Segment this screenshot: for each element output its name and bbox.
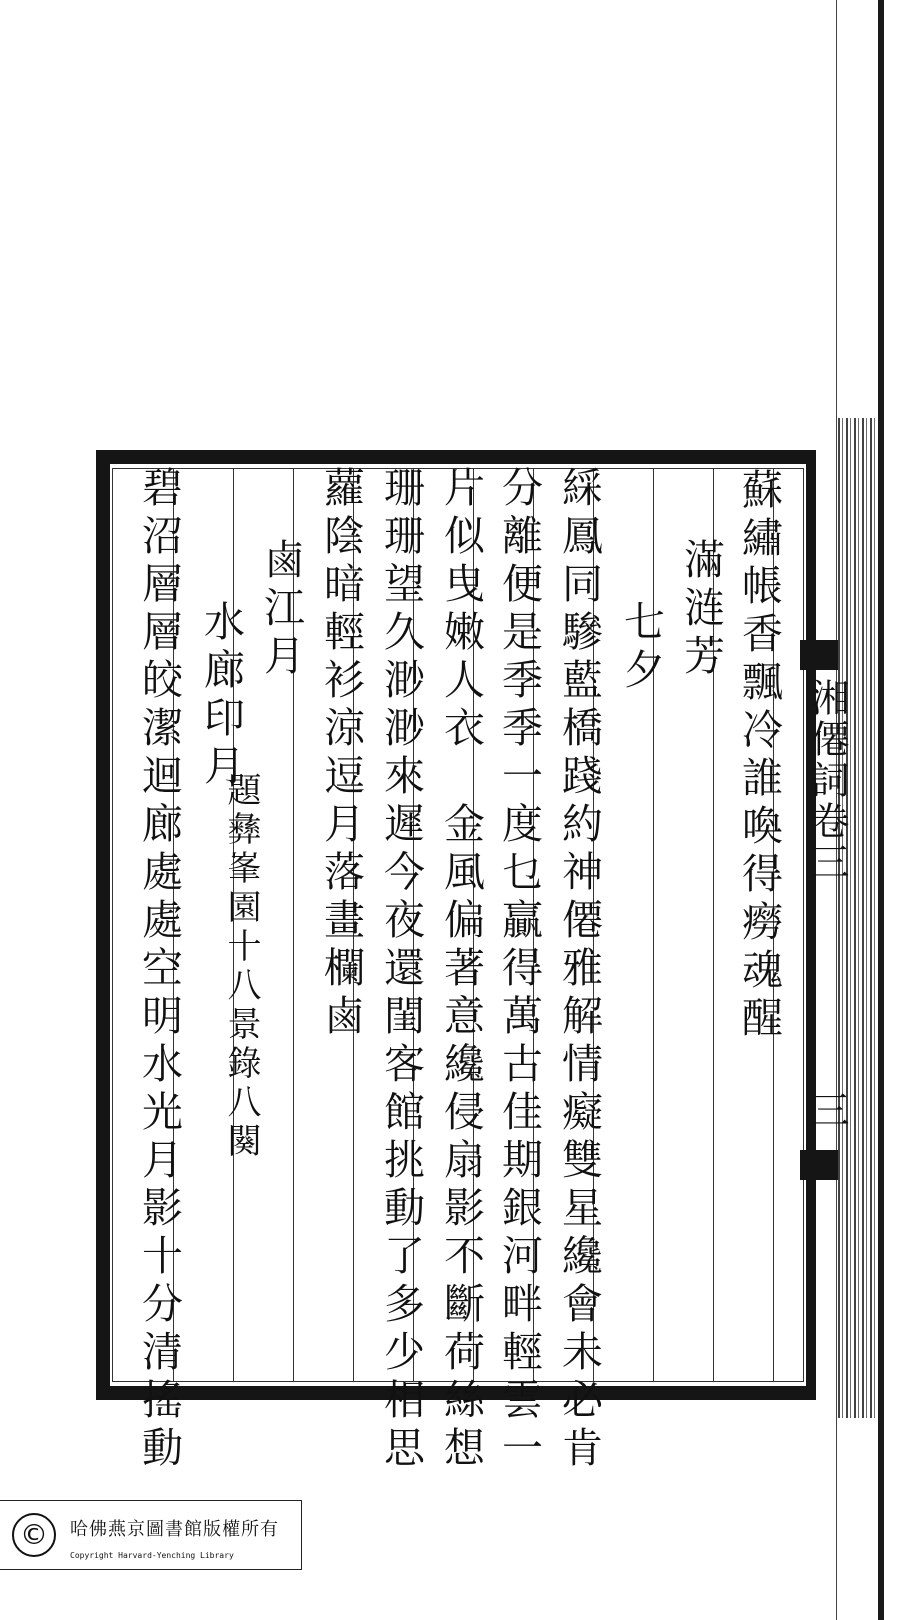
poem-form-title-2: 鹵江月 [257,538,305,682]
spine-band [838,418,878,1418]
text-column-7: 珊珊望久渺渺來遲今夜還閨客館挑動了多少相思 [377,466,425,1474]
text-column-6: 片似曳嫩人衣 金風偏著意纔侵扇影不斷荷絲想 [437,466,485,1474]
poem-title-main: 水廊印月 [197,600,245,792]
text-column-4: 綵鳳同驂藍橋踐約神僊雅解情癡雙星纔會未必肯 [555,466,603,1474]
poem-title-qixi: 七夕 [617,600,665,696]
fold-page-number: 三 [805,1090,849,1128]
copyright-cn: 哈佛燕京圖書館版權所有 [70,1519,279,1540]
text-column-8: 蘿陰暗輕衫涼逗月落畫欄鹵 [317,466,365,1042]
poem-title-note: 題彝峯園十八景錄八闋 [221,772,261,1162]
copyright-stamp [0,1500,302,1570]
text-column-1: 蘇繡帳香飄冷誰喚得癆魂醒 [735,468,783,1044]
fishtail-mark-bottom [800,1150,838,1180]
fishtail-mark-top [800,640,838,670]
text-column-5: 分離便是季季一度乜贏得萬古佳期銀河畔輕雲一 [495,466,543,1474]
text-column-11: 碧沼層層皎潔迴廊處處空明水光月影十分清搖動 [135,466,183,1474]
center-fold [800,450,849,1400]
copyright-icon: © [12,1513,56,1557]
fold-title: 湘僊詞卷三 [805,678,849,883]
poem-form-title: 滿涟芳 [677,538,725,682]
copyright-en: Copyright Harvard-Yenching Library [70,1551,234,1560]
book-spine [878,0,884,1620]
